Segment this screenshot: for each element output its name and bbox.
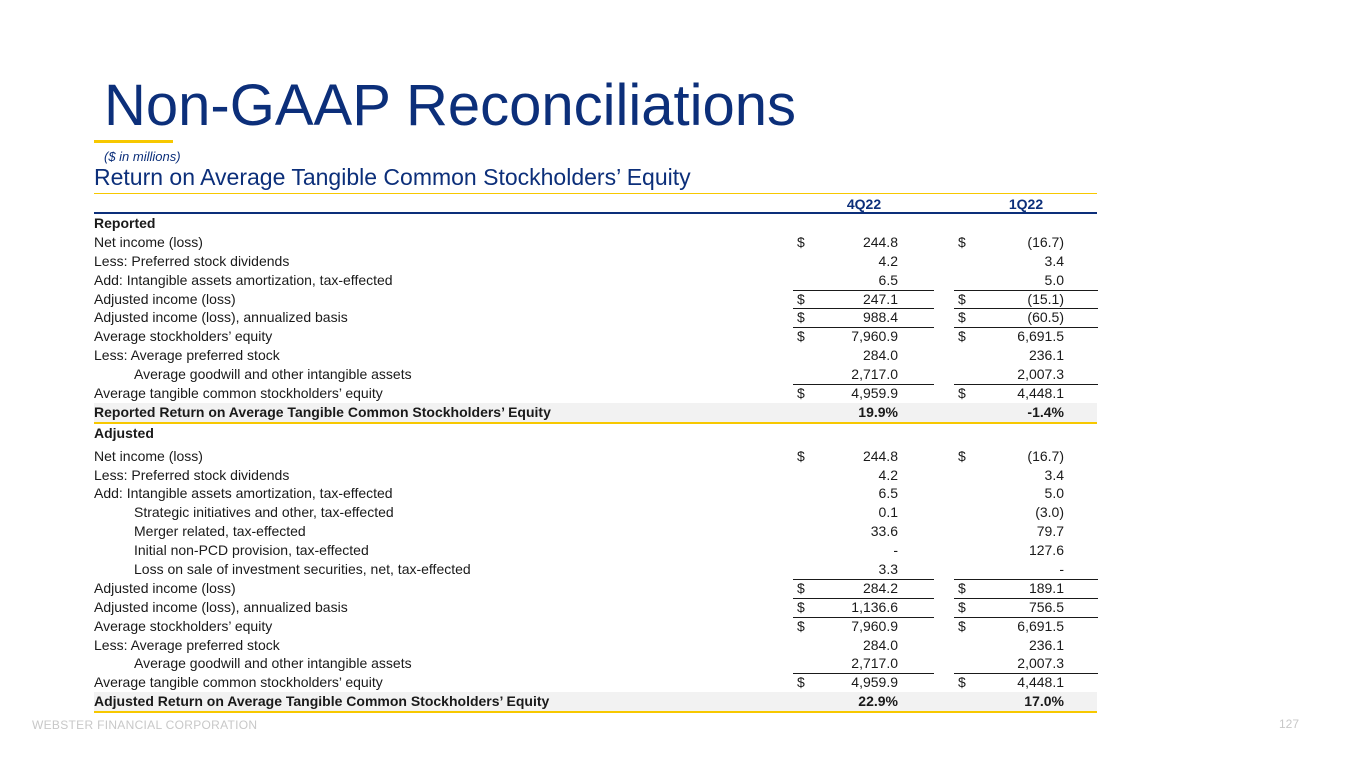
value-4q22: 284.2: [862, 579, 898, 596]
currency-symbol: $: [958, 598, 966, 615]
currency-symbol: $: [797, 233, 805, 250]
row-label: Average stockholders’ equity: [94, 328, 273, 345]
currency-symbol: $: [797, 385, 805, 402]
currency-symbol: $: [797, 617, 805, 634]
row-label: Average goodwill and other intangible assets: [134, 655, 412, 672]
value-4q22: 6.5: [878, 271, 898, 288]
table-row: [94, 560, 1097, 579]
table-row: [94, 598, 1097, 617]
total-label: Adjusted Return on Average Tangible Common Stockholders’ Equity: [94, 693, 550, 710]
title-accent-bar: [94, 140, 173, 143]
total-value-1q22: 17.0%: [1024, 693, 1064, 710]
subtotal-rule: [793, 308, 934, 309]
reported-section: [94, 214, 1097, 424]
footer-company-name: WEBSTER FINANCIAL CORPORATION: [32, 718, 258, 732]
table-row: [94, 673, 1097, 692]
row-label: Add: Intangible assets amortization, tax-effected: [94, 271, 393, 288]
value-4q22: 4,959.9: [851, 385, 898, 402]
subtotal-rule: [793, 598, 934, 599]
table-row: [94, 541, 1097, 560]
subtotal-rule: [793, 290, 934, 291]
value-4q22: 7,960.9: [851, 328, 898, 345]
value-1q22: 2,007.3: [1017, 366, 1064, 383]
table-row: [94, 365, 1097, 384]
table-row: [94, 290, 1097, 309]
currency-symbol: $: [958, 674, 966, 691]
table-row: [94, 447, 1097, 466]
row-label: Average goodwill and other intangible assets: [134, 366, 412, 383]
column-header-4q22: 4Q22: [846, 196, 882, 212]
value-4q22: 4,959.9: [851, 674, 898, 691]
total-value-1q22: -1.4%: [1027, 403, 1064, 420]
page-number: 127: [1279, 717, 1300, 731]
row-label: Adjusted income (loss), annualized basis: [94, 309, 348, 326]
subtotal-rule: [954, 579, 1098, 580]
currency-symbol: $: [958, 385, 966, 402]
subtotal-rule: [793, 384, 934, 385]
currency-symbol: $: [797, 309, 805, 326]
subtotal-rule: [954, 617, 1098, 618]
subtotal-rule: [954, 308, 1098, 309]
row-label: Adjusted income (loss): [94, 290, 236, 307]
table-row: [94, 579, 1097, 598]
row-label: Add: Intangible assets amortization, tax-effected: [94, 485, 393, 502]
row-label: Adjusted income (loss), annualized basis: [94, 598, 348, 615]
units-note: ($ in millions): [104, 149, 181, 164]
value-1q22: (15.1): [1027, 290, 1064, 307]
value-1q22: 5.0: [1044, 271, 1064, 288]
value-1q22: 5.0: [1044, 485, 1064, 502]
table-row: [94, 522, 1097, 541]
total-label: Reported Return on Average Tangible Common Stockholders’ Equity: [94, 403, 551, 420]
subtotal-rule: [954, 327, 1098, 328]
subtotal-rule: [954, 384, 1098, 385]
currency-symbol: $: [797, 674, 805, 691]
currency-symbol: $: [797, 598, 805, 615]
table-row: [94, 308, 1097, 327]
subtotal-rule: [954, 598, 1098, 599]
currency-symbol: $: [958, 617, 966, 634]
value-1q22: 2,007.3: [1017, 655, 1064, 672]
subtotal-rule: [793, 673, 934, 674]
value-1q22: 189.1: [1028, 579, 1064, 596]
value-1q22: 756.5: [1028, 598, 1064, 615]
value-4q22: 244.8: [862, 447, 898, 464]
value-4q22: 2,717.0: [851, 655, 898, 672]
subtotal-rule: [793, 579, 934, 580]
subtotal-rule: [954, 673, 1098, 674]
row-label: Strategic initiatives and other, tax-effected: [134, 504, 394, 521]
total-row: [94, 692, 1097, 713]
row-label: Net income (loss): [94, 447, 203, 464]
value-1q22: 4,448.1: [1017, 385, 1064, 402]
value-4q22: 6.5: [878, 485, 898, 502]
row-label: Less: Average preferred stock: [94, 636, 280, 653]
value-1q22: 6,691.5: [1017, 617, 1064, 634]
currency-symbol: $: [958, 309, 966, 326]
section-label: Adjusted: [94, 424, 154, 441]
adjusted-section: [94, 424, 1097, 713]
currency-symbol: $: [797, 328, 805, 345]
value-1q22: 3.4: [1044, 252, 1064, 269]
value-4q22: 988.4: [862, 309, 898, 326]
value-4q22: 4.2: [878, 252, 898, 269]
column-header-1q22: 1Q22: [1008, 196, 1044, 212]
table-row: [94, 384, 1097, 403]
currency-symbol: $: [958, 290, 966, 307]
row-label: Loss on sale of investment securities, net, tax-effected: [134, 561, 471, 578]
total-row: [94, 403, 1097, 424]
table-row: [94, 271, 1097, 290]
currency-symbol: $: [958, 447, 966, 464]
value-1q22: 79.7: [1036, 523, 1064, 540]
table-subtitle: Return on Average Tangible Common Stockholders’ Equity: [94, 164, 691, 190]
table-row: [94, 252, 1097, 271]
table-row: [94, 503, 1097, 522]
row-label: Average stockholders’ equity: [94, 617, 273, 634]
table-row: [94, 484, 1097, 503]
row-label: Net income (loss): [94, 233, 203, 250]
subtotal-rule: [793, 327, 934, 328]
value-1q22: 236.1: [1028, 347, 1064, 364]
page-title: Non-GAAP Reconciliations: [104, 73, 797, 138]
value-4q22: 244.8: [862, 233, 898, 250]
value-4q22: 284.0: [862, 636, 898, 653]
value-4q22: 33.6: [870, 523, 898, 540]
table-row: [94, 346, 1097, 365]
row-label: Average tangible common stockholders’ equity: [94, 385, 383, 402]
section-label: Reported: [94, 215, 156, 231]
row-label: Less: Preferred stock dividends: [94, 466, 290, 483]
total-value-4q22: 22.9%: [858, 693, 898, 710]
row-label: Average tangible common stockholders’ equity: [94, 674, 383, 691]
value-1q22: (60.5): [1027, 309, 1064, 326]
value-4q22: 284.0: [862, 347, 898, 364]
value-4q22: 247.1: [862, 290, 898, 307]
value-1q22: (3.0): [1035, 504, 1064, 521]
row-label: Less: Average preferred stock: [94, 347, 280, 364]
row-label: Initial non-PCD provision, tax-effected: [134, 542, 369, 559]
subtotal-rule: [793, 617, 934, 618]
currency-symbol: $: [797, 290, 805, 307]
value-4q22: 0.1: [878, 504, 898, 521]
value-1q22: 127.6: [1028, 542, 1064, 559]
table-row: [94, 636, 1097, 655]
value-4q22: -: [893, 542, 898, 559]
subtotal-rule: [954, 290, 1098, 291]
table-row: [94, 327, 1097, 346]
value-4q22: 1,136.6: [851, 598, 898, 615]
row-label: Less: Preferred stock dividends: [94, 252, 290, 269]
table-row: [94, 466, 1097, 485]
reconciliation-table: [94, 193, 1097, 713]
value-1q22: 3.4: [1044, 466, 1064, 483]
table-row: [94, 654, 1097, 673]
value-1q22: 4,448.1: [1017, 674, 1064, 691]
value-1q22: (16.7): [1027, 447, 1064, 464]
value-1q22: (16.7): [1027, 233, 1064, 250]
row-label: Merger related, tax-effected: [134, 523, 306, 540]
currency-symbol: $: [797, 447, 805, 464]
currency-symbol: $: [958, 328, 966, 345]
value-4q22: 3.3: [878, 561, 898, 578]
currency-symbol: $: [958, 579, 966, 596]
value-1q22: -: [1059, 561, 1064, 578]
currency-symbol: $: [797, 579, 805, 596]
table-row: [94, 617, 1097, 636]
currency-symbol: $: [958, 233, 966, 250]
total-value-4q22: 19.9%: [858, 403, 898, 420]
value-4q22: 4.2: [878, 466, 898, 483]
value-1q22: 6,691.5: [1017, 328, 1064, 345]
value-4q22: 2,717.0: [851, 366, 898, 383]
row-label: Adjusted income (loss): [94, 579, 236, 596]
value-1q22: 236.1: [1028, 636, 1064, 653]
table-header: [94, 194, 1097, 214]
value-4q22: 7,960.9: [851, 617, 898, 634]
table-row: [94, 233, 1097, 252]
